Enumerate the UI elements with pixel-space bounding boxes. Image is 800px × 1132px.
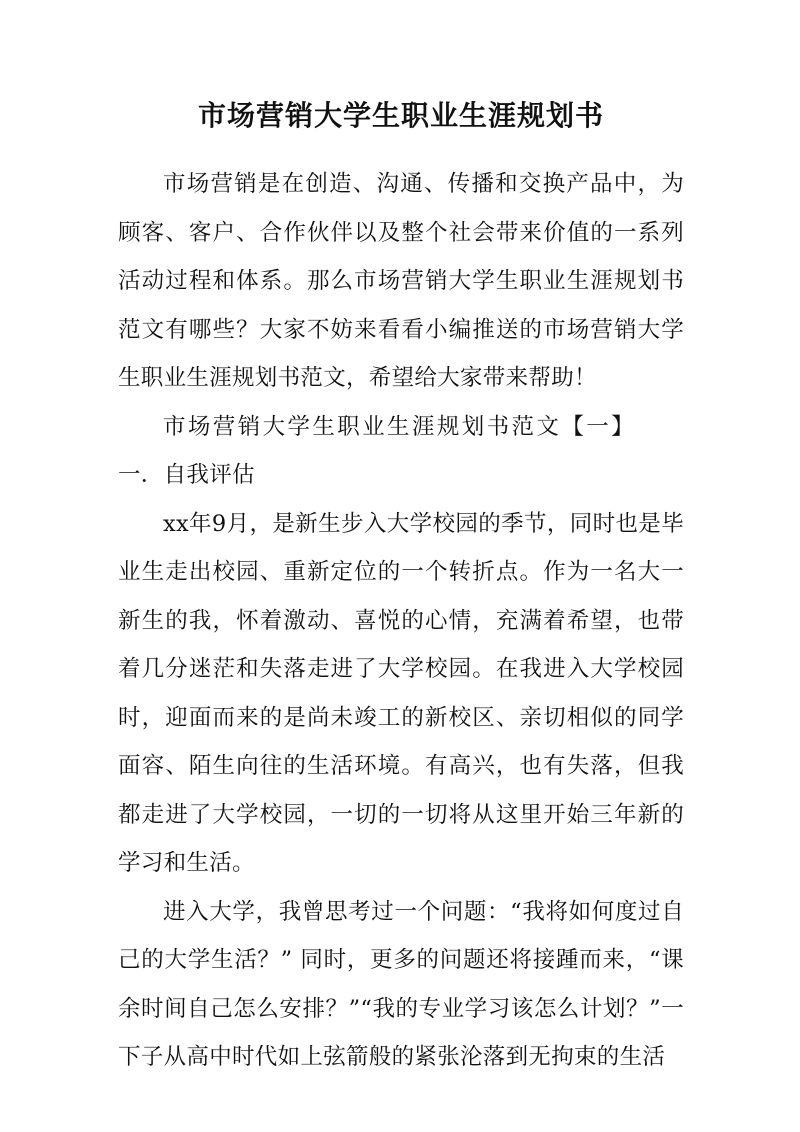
section-heading: 市场营销大学生职业生涯规划书范文【一】	[163, 413, 636, 440]
body-paragraph: 进入大学，我曾思考过一个问题：“我将如何度过自己的大学生活？” 同时，更多的问题还将接踵而来，“课余时间自己怎么安排？”“我的专业学习该怎么计划？”一下子从高中时代如上弦箭般的紧张沦落到无拘束的生活	[118, 898, 684, 1070]
document-page	[118, 94, 684, 1082]
subsection-heading: 一．自我评估	[118, 462, 255, 488]
document-title: 市场营销大学生职业生涯规划书	[197, 99, 604, 132]
intro-paragraph: 市场营销是在创造、沟通、传播和交换产品中，为顾客、客户、合作伙伴以及整个社会带来价值的一系列活动过程和体系。那么市场营销大学生职业生涯规划书范文有哪些？大家不妨来看看小编推送的市场营销大学生职业生涯规划书范文，希望给大家带来帮助！	[118, 171, 684, 391]
body-paragraph: xx年9月，是新生步入大学校园的季节，同时也是毕业生走出校园、重新定位的一个转折点。作为一名大一新生的我，怀着激动、喜悦的心情，充满着希望，也带着几分迷茫和失落走进了大学校园。在我进入大学校园时，迎面而来的是尚未竣工的新校区、亲切相似的同学面容、陌生向往的生活环境。有高兴，也有失落，但我都走进了大学校园，一切的一切将从这里开始三年新的学习和生活。	[118, 510, 684, 876]
section-heading-paragraph	[118, 403, 684, 500]
